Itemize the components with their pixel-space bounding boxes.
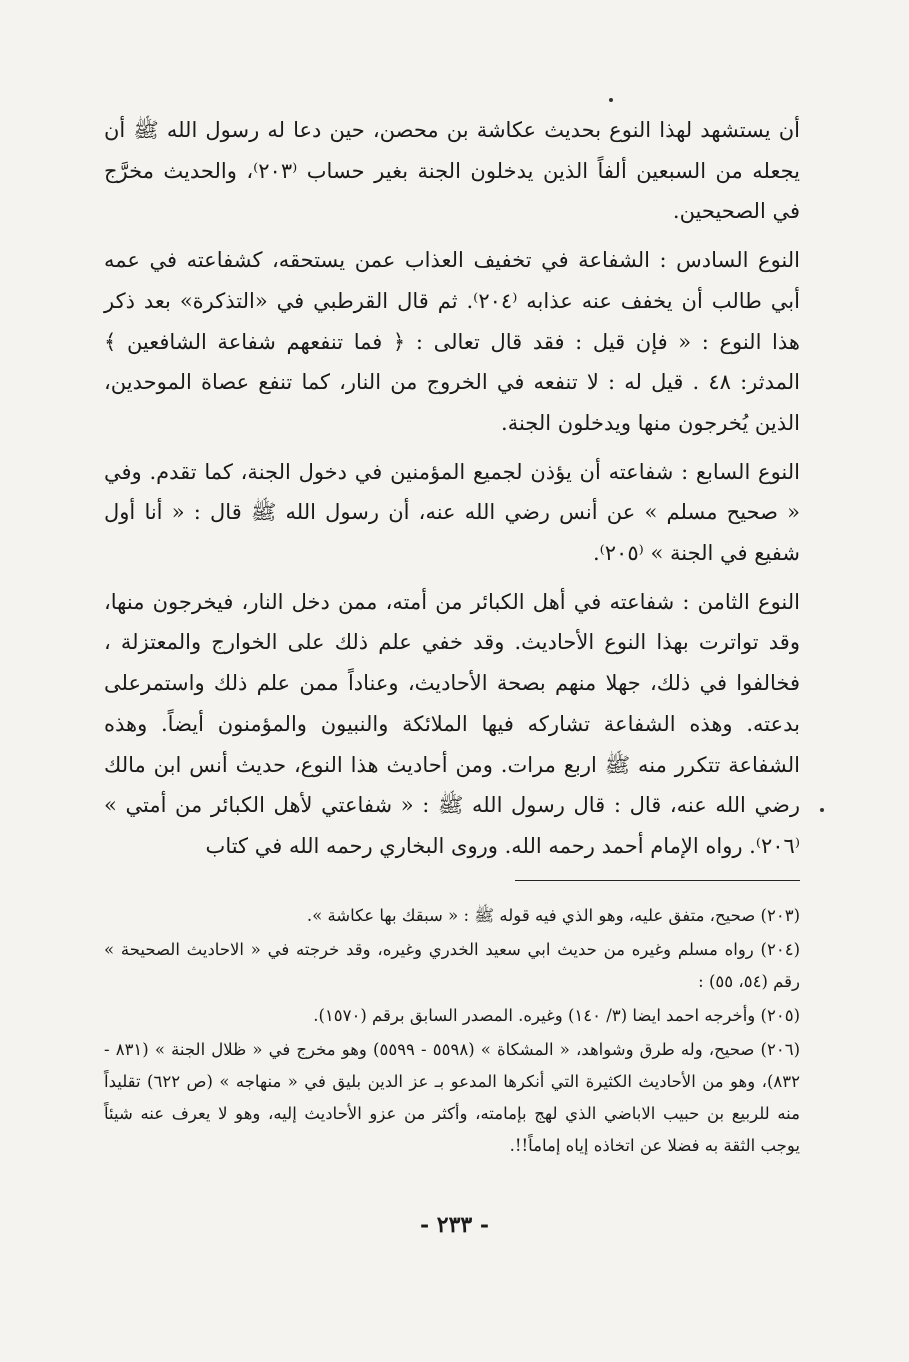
footnote-205: (٢٠٥) وأخرجه احمد ايضا (٣/ ١٤٠) وغيره. المصدر السابق برقم (١٥٧٠). — [313, 1006, 800, 1025]
footnote-203: (٢٠٣) صحيح، متفق عليه، وهو الذي فيه قوله ﷺ : « سبقك بها عكاشة ». — [306, 906, 800, 925]
paragraph-type-eight: النوع الثامن : شفاعته في أهل الكبائر من أمته، ممن دخل النار، فيخرجون منها، وقد تواترت بهذا النوع الأحاديث. وقد خفي علم ذلك على الخوارج والمعتزلة ، فخالفوا في ذلك، جهلا منهم بصحة الأحاديث، وعناداً ممن علم ذلك واستمرعلى بدعته. وهذه الشفاعة تشاركه فيها الملائكة والنبيون والمؤمنون أيضاً. وهذه الشفاعة تتكرر منه ﷺ اربع مرات. ومن أحاديث هذا النوع، حديث أنس ابن مالك رضي الله عنه، قال : قال رسول الله ﷺ : « شفاعتي لأهل الكبائر من أمتي » ⁽٢٠٦⁾. رواه الإمام أحمد رحمه الله. وروى البخاري رحمه الله في كتاب — [104, 589, 800, 858]
paragraph-type-seven: النوع السابع : شفاعته أن يؤذن لجميع المؤمنين في دخول الجنة، كما تقدم. وفي « صحيح مسلم » عن أنس رضي الله عنه، أن رسول الله ﷺ قال : « أنا أول شفيع في الجنة » ⁽٢٠٥⁾. — [104, 459, 800, 566]
paragraph-intro: أن يستشهد لهذا النوع بحديث عكاشة بن محصن، حين دعا له رسول الله ﷺ أن يجعله من السبعين ألفاً الذين يدخلون الجنة بغير حساب ⁽٢٠٣⁾، والحديث مخرَّج في الصحيحين. — [104, 118, 800, 224]
ink-speck — [820, 808, 824, 812]
paragraph-type-six: النوع السادس : الشفاعة في تخفيف العذاب عمن يستحقه، كشفاعته في عمه أبي طالب أن يخفف عنه عذابه ⁽٢٠٤⁾. ثم قال القرطبي في «التذكرة» بعد ذكر هذا النوع : « فإن قيل : فقد قال تعالى : ﴿ فما تنفعهم شفاعة الشافعين ﴾ المدثر: ٤٨ . قيل له : لا تنفعه في الخروج من النار، كما تنفع عصاة الموحدين، الذين يُخرجون منها ويدخلون الجنة. — [104, 248, 800, 435]
ink-speck — [609, 98, 613, 102]
footnote-divider — [515, 880, 800, 881]
main-text — [104, 110, 800, 867]
footnotes — [104, 900, 800, 1162]
page-number: - ٢٣٣ - — [419, 1212, 490, 1238]
footnote-204: (٢٠٤) رواه مسلم وغيره من حديث ابي سعيد الخدري وغيره، وقد خرجته في « الاحاديث الصحيحة » رقم (٥٤، ٥٥) : — [104, 940, 800, 991]
footnote-206: (٢٠٦) صحيح، وله طرق وشواهد، « المشكاة » (٥٥٩٨ - ٥٥٩٩) وهو مخرج في « ظلال الجنة » (٨٣١ - ٨٣٢)، وهو من الأحاديث الكثيرة التي أنكرها المدعو بـ عز الدين بليق في « منهاجه » (ص ٦٢٢) تقليداً منه للربيع بن حبيب الاباضي الذي لهج بإمامته، وأكثر من عزو الأحاديث إليه، وهو لا يعرف عنه شيئاً يوجب الثقة به فضلا عن اتخاذه إياه إماماً!!. — [104, 1040, 801, 1155]
